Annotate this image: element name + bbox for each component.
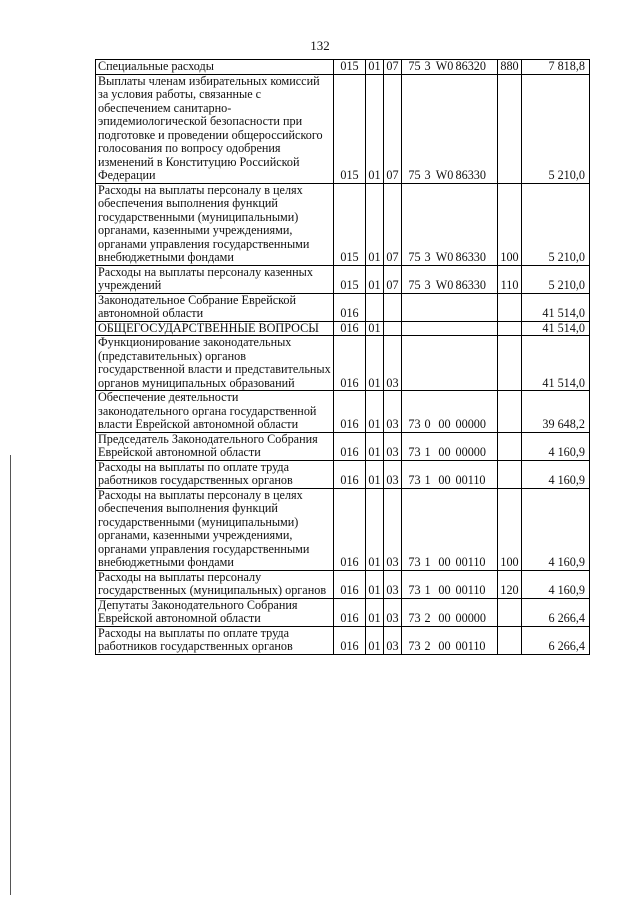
program-code bbox=[402, 336, 498, 391]
subsection-code: 03 bbox=[384, 391, 402, 433]
row-description: Обеспечение деятельности законодательного органа государственной власти Еврейской автономной области bbox=[96, 391, 334, 433]
program-code-part: 00 bbox=[438, 473, 451, 487]
table-row bbox=[96, 432, 590, 460]
ministry-code: 015 bbox=[334, 60, 366, 75]
program-code bbox=[402, 60, 498, 75]
program-code-part: 00110 bbox=[455, 555, 486, 569]
section-code: 01 bbox=[366, 74, 384, 183]
section-code: 01 bbox=[366, 432, 384, 460]
amount: 6 266,4 bbox=[522, 598, 590, 626]
program-code bbox=[402, 265, 498, 293]
program-code-part: 00 bbox=[438, 639, 451, 653]
page-number: 132 bbox=[310, 38, 330, 53]
program-code-part: 00110 bbox=[455, 583, 486, 597]
program-code-part: 73 bbox=[408, 639, 421, 653]
row-description: Расходы на выплаты по оплате труда работников государственных органов bbox=[96, 460, 334, 488]
expense-type-code bbox=[498, 432, 522, 460]
program-code-part: 00000 bbox=[455, 417, 486, 431]
row-description: Расходы на выплаты по оплате труда работников государственных органов bbox=[96, 626, 334, 654]
subsection-code: 07 bbox=[384, 183, 402, 265]
row-description: ОБЩЕГОСУДАРСТВЕННЫЕ ВОПРОСЫ bbox=[96, 321, 334, 336]
expense-type-code: 100 bbox=[498, 488, 522, 570]
expense-type-code bbox=[498, 321, 522, 336]
program-code-part: 1 bbox=[424, 445, 431, 459]
program-code-part: 1 bbox=[424, 583, 431, 597]
section-code bbox=[366, 293, 384, 321]
expense-type-code: 100 bbox=[498, 183, 522, 265]
row-description: Законодательное Собрание Еврейской автономной области bbox=[96, 293, 334, 321]
row-description: Функционирование законодательных (представительных) органов государственной власти и представительных органов муниципальных образований bbox=[96, 336, 334, 391]
expense-type-code: 880 bbox=[498, 60, 522, 75]
amount: 4 160,9 bbox=[522, 432, 590, 460]
program-code-part: 00 bbox=[438, 583, 451, 597]
row-description: Выплаты членам избирательных комиссий за условия работы, связанные с обеспечением санитарно-эпидемиологической безопасности при подготовке и проведении общероссийского голосования по вопросу одобрения изменений в Конституцию Российской Федерации bbox=[96, 74, 334, 183]
program-code-part: 0 bbox=[424, 417, 431, 431]
ministry-code: 016 bbox=[334, 321, 366, 336]
program-code bbox=[402, 570, 498, 598]
program-code-part: W0 bbox=[435, 168, 454, 182]
subsection-code: 07 bbox=[384, 265, 402, 293]
program-code-part: 73 bbox=[408, 445, 421, 459]
program-code-part: 00 bbox=[438, 611, 451, 625]
subsection-code: 03 bbox=[384, 336, 402, 391]
program-code-part: 1 bbox=[424, 555, 431, 569]
section-code: 01 bbox=[366, 460, 384, 488]
program-code bbox=[402, 488, 498, 570]
amount: 7 818,8 bbox=[522, 60, 590, 75]
table-row bbox=[96, 626, 590, 654]
amount: 39 648,2 bbox=[522, 391, 590, 433]
program-code-part: 00110 bbox=[455, 639, 486, 653]
expense-type-code: 110 bbox=[498, 265, 522, 293]
budget-table bbox=[95, 59, 590, 655]
subsection-code: 03 bbox=[384, 432, 402, 460]
row-description: Расходы на выплаты персоналу государственных (муниципальных) органов bbox=[96, 570, 334, 598]
subsection-code: 03 bbox=[384, 626, 402, 654]
program-code-part: 00000 bbox=[455, 445, 486, 459]
amount: 4 160,9 bbox=[522, 570, 590, 598]
program-code bbox=[402, 598, 498, 626]
amount: 5 210,0 bbox=[522, 265, 590, 293]
table-row bbox=[96, 321, 590, 336]
program-code-part: 75 bbox=[408, 168, 421, 182]
section-code: 01 bbox=[366, 570, 384, 598]
program-code-part: 86330 bbox=[455, 168, 486, 182]
ministry-code: 016 bbox=[334, 391, 366, 433]
program-code bbox=[402, 321, 498, 336]
ministry-code: 015 bbox=[334, 74, 366, 183]
section-code: 01 bbox=[366, 265, 384, 293]
expense-type-code bbox=[498, 336, 522, 391]
program-code-part: W0 bbox=[435, 250, 454, 264]
program-code-part: 75 bbox=[408, 59, 421, 73]
program-code-part: W0 bbox=[435, 59, 454, 73]
amount: 5 210,0 bbox=[522, 183, 590, 265]
row-description: Расходы на выплаты персоналу казенных учреждений bbox=[96, 265, 334, 293]
subsection-code: 07 bbox=[384, 60, 402, 75]
program-code-part: 3 bbox=[424, 59, 431, 73]
program-code-part: 73 bbox=[408, 583, 421, 597]
program-code-part: 3 bbox=[424, 250, 431, 264]
amount: 41 514,0 bbox=[522, 293, 590, 321]
amount: 4 160,9 bbox=[522, 460, 590, 488]
program-code bbox=[402, 460, 498, 488]
row-description: Депутаты Законодательного Собрания Еврейской автономной области bbox=[96, 598, 334, 626]
ministry-code: 016 bbox=[334, 598, 366, 626]
ministry-code: 015 bbox=[334, 265, 366, 293]
expense-type-code bbox=[498, 293, 522, 321]
program-code-part: 3 bbox=[424, 278, 431, 292]
program-code-part: 00 bbox=[438, 417, 451, 431]
table-row bbox=[96, 488, 590, 570]
expense-type-code bbox=[498, 74, 522, 183]
amount: 4 160,9 bbox=[522, 488, 590, 570]
row-description: Специальные расходы bbox=[96, 60, 334, 75]
program-code bbox=[402, 293, 498, 321]
program-code-part: W0 bbox=[435, 278, 454, 292]
program-code-part: 3 bbox=[424, 168, 431, 182]
subsection-code: 07 bbox=[384, 74, 402, 183]
program-code bbox=[402, 183, 498, 265]
program-code-part: 2 bbox=[424, 611, 431, 625]
scan-margin-line bbox=[10, 455, 11, 895]
program-code-part: 86330 bbox=[455, 278, 486, 292]
table-row bbox=[96, 60, 590, 75]
section-code: 01 bbox=[366, 626, 384, 654]
section-code: 01 bbox=[366, 488, 384, 570]
amount: 41 514,0 bbox=[522, 321, 590, 336]
program-code bbox=[402, 391, 498, 433]
ministry-code: 016 bbox=[334, 570, 366, 598]
subsection-code bbox=[384, 293, 402, 321]
subsection-code: 03 bbox=[384, 488, 402, 570]
program-code-part: 86320 bbox=[455, 59, 486, 73]
program-code bbox=[402, 626, 498, 654]
table-row bbox=[96, 391, 590, 433]
amount: 5 210,0 bbox=[522, 74, 590, 183]
expense-type-code bbox=[498, 598, 522, 626]
table-row bbox=[96, 336, 590, 391]
program-code-part: 00 bbox=[438, 555, 451, 569]
program-code-part: 73 bbox=[408, 473, 421, 487]
subsection-code bbox=[384, 321, 402, 336]
amount: 6 266,4 bbox=[522, 626, 590, 654]
amount: 41 514,0 bbox=[522, 336, 590, 391]
program-code-part: 86330 bbox=[455, 250, 486, 264]
program-code-part: 00 bbox=[438, 445, 451, 459]
table-row bbox=[96, 265, 590, 293]
expense-type-code: 120 bbox=[498, 570, 522, 598]
subsection-code: 03 bbox=[384, 598, 402, 626]
expense-type-code bbox=[498, 626, 522, 654]
table-row bbox=[96, 598, 590, 626]
section-code: 01 bbox=[366, 183, 384, 265]
program-code-part: 73 bbox=[408, 611, 421, 625]
program-code-part: 00000 bbox=[455, 611, 486, 625]
ministry-code: 016 bbox=[334, 293, 366, 321]
program-code-part: 73 bbox=[408, 555, 421, 569]
row-description: Расходы на выплаты персоналу в целях обеспечения выполнения функций государственными (муниципальными) органами, казенными учреждениями, органами управления государственными внебюджетными фондами bbox=[96, 183, 334, 265]
section-code: 01 bbox=[366, 336, 384, 391]
table-row bbox=[96, 183, 590, 265]
section-code: 01 bbox=[366, 60, 384, 75]
expense-type-code bbox=[498, 391, 522, 433]
row-description: Председатель Законодательного Собрания Еврейской автономной области bbox=[96, 432, 334, 460]
program-code-part: 00110 bbox=[455, 473, 486, 487]
table-row bbox=[96, 460, 590, 488]
row-description: Расходы на выплаты персоналу в целях обеспечения выполнения функций государственными (муниципальными) органами, казенными учреждениями, органами управления государственными внебюджетными фондами bbox=[96, 488, 334, 570]
section-code: 01 bbox=[366, 598, 384, 626]
program-code-part: 2 bbox=[424, 639, 431, 653]
program-code bbox=[402, 432, 498, 460]
program-code-part: 1 bbox=[424, 473, 431, 487]
ministry-code: 015 bbox=[334, 183, 366, 265]
subsection-code: 03 bbox=[384, 460, 402, 488]
ministry-code: 016 bbox=[334, 336, 366, 391]
section-code: 01 bbox=[366, 391, 384, 433]
table-row bbox=[96, 293, 590, 321]
ministry-code: 016 bbox=[334, 488, 366, 570]
expense-type-code bbox=[498, 460, 522, 488]
ministry-code: 016 bbox=[334, 626, 366, 654]
subsection-code: 03 bbox=[384, 570, 402, 598]
ministry-code: 016 bbox=[334, 432, 366, 460]
ministry-code: 016 bbox=[334, 460, 366, 488]
program-code-part: 73 bbox=[408, 417, 421, 431]
budget-table-body bbox=[96, 60, 590, 655]
program-code-part: 75 bbox=[408, 278, 421, 292]
program-code bbox=[402, 74, 498, 183]
program-code-part: 75 bbox=[408, 250, 421, 264]
table-row bbox=[96, 74, 590, 183]
table-row bbox=[96, 570, 590, 598]
section-code: 01 bbox=[366, 321, 384, 336]
